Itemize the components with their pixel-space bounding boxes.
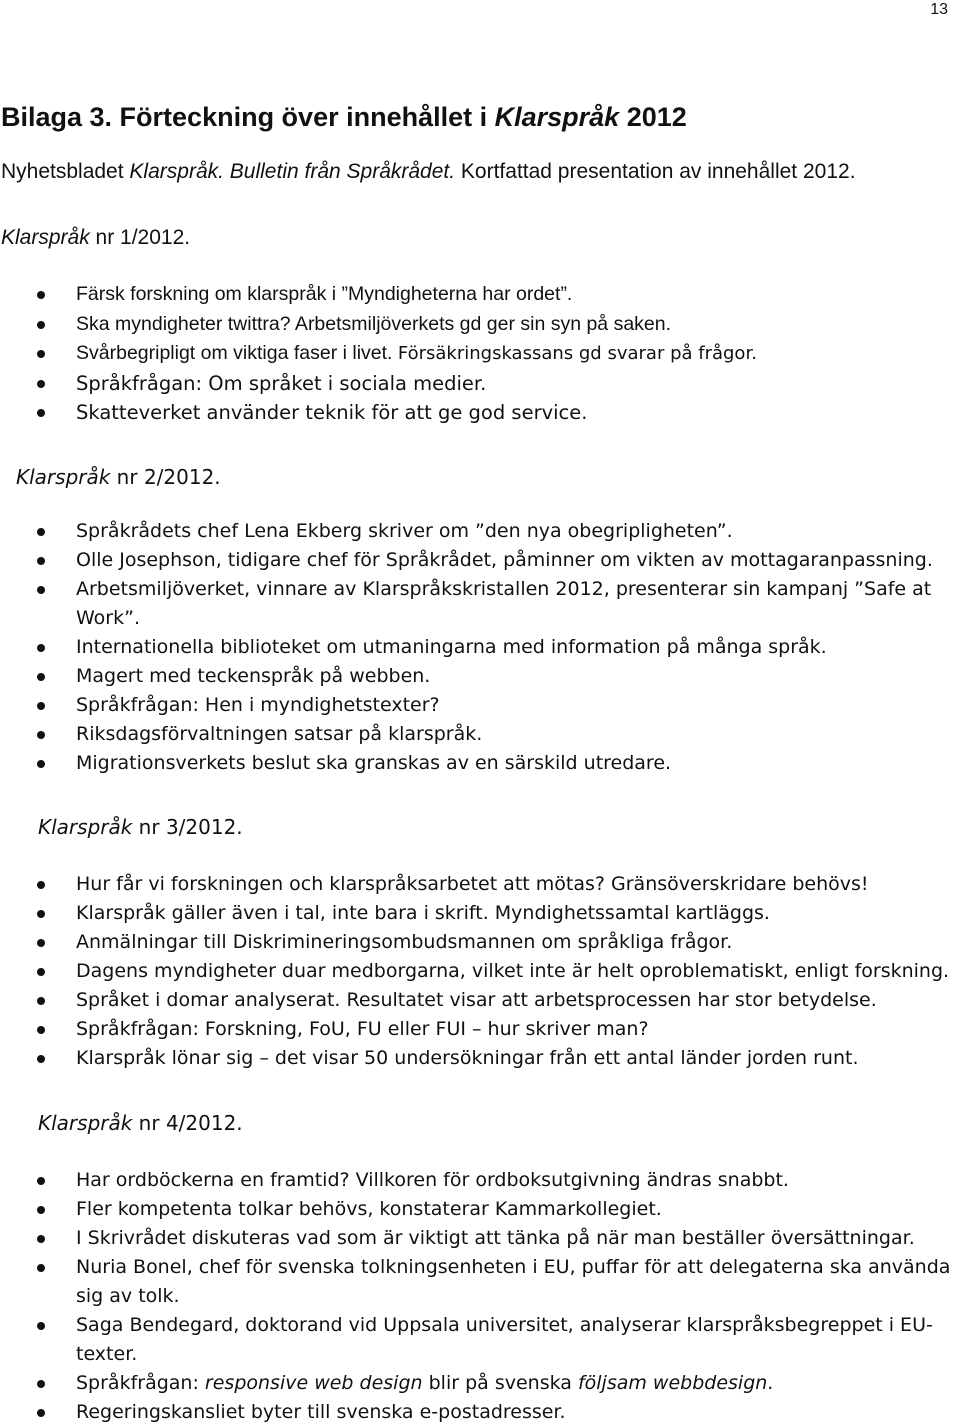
list-item: Klarspråk gäller även i tal, inte bara i skrift. Myndighetssamtal kartläggs. [0, 899, 949, 928]
list-item: Språkfrågan: Om språket i sociala medier. [0, 369, 757, 399]
list-item: Språkfrågan: Forskning, FoU, FU eller FUI – hur skriver man? [0, 1015, 949, 1044]
list-item: Har ordböckerna en framtid? Villkoren för ordboksutgivning ändras snabbt. [0, 1166, 950, 1195]
list-item: Dagens myndigheter duar medborgarna, vilket inte är helt oproblematiskt, enligt forskning. [0, 957, 949, 986]
bullet-icon [37, 1177, 45, 1185]
list-item: Ska myndigheter twittra? Arbetsmiljöverkets gd ger sin syn på saken. [0, 310, 757, 340]
list-item: Regeringskansliet byter till svenska e-postadresser. [0, 1398, 950, 1427]
bullet-icon [37, 910, 45, 918]
list-item: Språket i domar analyserat. Resultatet visar att arbetsprocessen har stor betydelse. [0, 986, 949, 1015]
issue-heading-1: Klarspråk nr 1/2012. [1, 226, 191, 249]
issue-heading-3: Klarspråk nr 3/2012. [38, 815, 243, 839]
list-item: Arbetsmiljöverket, vinnare av Klarspråkskristallen 2012, presenterar sin kampanj ”Safe at [0, 575, 933, 604]
list-item: I Skrivrådet diskuteras vad som är viktigt att tänka på när man beställer översättningar. [0, 1224, 950, 1253]
issue-heading-2: Klarspråk nr 2/2012. [16, 465, 221, 489]
list-item: Olle Josephson, tidigare chef för Språkrådet, påminner om vikten av mottagaranpassning. [0, 546, 933, 575]
list-item-continuation: texter. [76, 1343, 138, 1365]
intro-text: Nyhetsbladet Klarspråk. Bulletin från Språkrådet. Kortfattad presentation av innehållet 2012. [1, 160, 856, 183]
list-item: Nuria Bonel, chef för svenska tolkningsenheten i EU, puffar för att delegaterna ska använda [0, 1253, 950, 1282]
bullet-icon [37, 731, 45, 739]
bullet-icon [37, 1055, 45, 1063]
bullet-icon [37, 1380, 45, 1388]
list-item: Språkfrågan: responsive web design blir på svenska följsam webbdesign. [0, 1369, 950, 1398]
bullet-icon [37, 939, 45, 947]
list-item: Migrationsverkets beslut ska granskas av en särskild utredare. [0, 749, 933, 778]
bullet-icon [37, 1026, 45, 1034]
list-item: Anmälningar till Diskrimineringsombudsmannen om språkliga frågor. [0, 928, 949, 957]
bullet-icon [37, 409, 45, 417]
bullet-icon [37, 528, 45, 536]
list-item-continuation: Work”. [76, 607, 140, 629]
bullet-icon [37, 1206, 45, 1214]
issue-3-list [0, 870, 949, 1073]
list-item: Skatteverket använder teknik för att ge god service. [0, 398, 757, 428]
bullet-icon [37, 644, 45, 652]
list-item: Riksdagsförvaltningen satsar på klarspråk. [0, 720, 933, 749]
bullet-icon [37, 557, 45, 565]
list-item: Språkrådets chef Lena Ekberg skriver om ”den nya obegripligheten”. [0, 517, 933, 546]
bullet-icon [37, 997, 45, 1005]
bullet-icon [37, 881, 45, 889]
issue-1-list [0, 280, 757, 428]
page-number: 13 [930, 1, 948, 18]
page-title: Bilaga 3. Förteckning över innehållet i Klarspråk 2012 [1, 102, 687, 132]
list-item-continuation: sig av tolk. [76, 1285, 180, 1307]
bullet-icon [37, 586, 45, 594]
issue-heading-4: Klarspråk nr 4/2012. [38, 1111, 243, 1135]
list-item: Hur får vi forskningen och klarspråksarbetet att mötas? Gränsöverskridare behövs! [0, 870, 949, 899]
list-item: Färsk forskning om klarspråk i ”Myndigheterna har ordet”. [0, 280, 757, 310]
issue-4-list [0, 1166, 950, 1427]
bullet-icon [37, 350, 45, 358]
list-item: Klarspråk lönar sig – det visar 50 undersökningar från ett antal länder jorden runt. [0, 1044, 949, 1073]
bullet-icon [37, 1322, 45, 1330]
list-item: Språkfrågan: Hen i myndighetstexter? [0, 691, 933, 720]
bullet-icon [37, 673, 45, 681]
bullet-icon [37, 760, 45, 768]
bullet-icon [37, 1409, 45, 1417]
list-item: Svårbegripligt om viktiga faser i livet. Försäkringskassans gd svarar på frågor. [0, 339, 757, 369]
bullet-icon [37, 968, 45, 976]
bullet-icon [37, 291, 45, 299]
issue-2-list [0, 517, 933, 778]
bullet-icon [37, 702, 45, 710]
bullet-icon [37, 1264, 45, 1272]
list-item: Internationella biblioteket om utmaningarna med information på många språk. [0, 633, 933, 662]
list-item: Saga Bendegard, doktorand vid Uppsala universitet, analyserar klarspråksbegreppet i EU- [0, 1311, 950, 1340]
list-item: Fler kompetenta tolkar behövs, konstaterar Kammarkollegiet. [0, 1195, 950, 1224]
bullet-icon [37, 1235, 45, 1243]
list-item: Magert med teckenspråk på webben. [0, 662, 933, 691]
bullet-icon [37, 380, 45, 388]
bullet-icon [37, 321, 45, 329]
